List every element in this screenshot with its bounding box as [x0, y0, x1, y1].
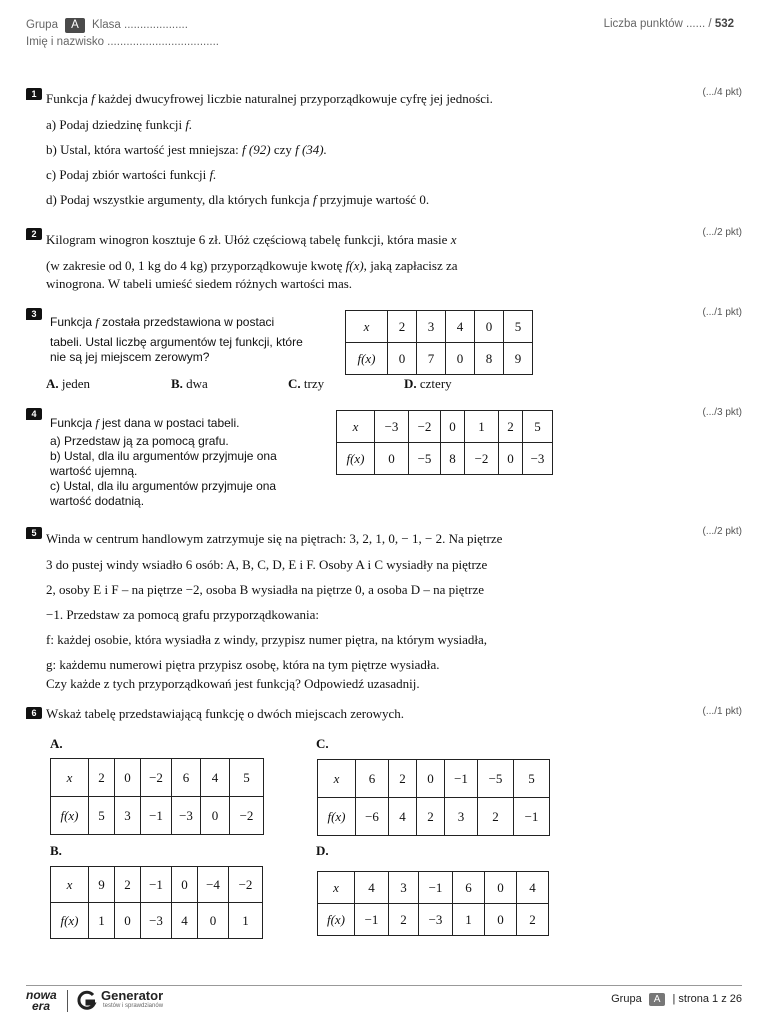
- table-header-x: x: [318, 760, 356, 798]
- table-row: [51, 797, 264, 835]
- question-3-line2: tabeli. Ustal liczbę argumentów tej funkcji, które: [50, 335, 303, 349]
- question-5-line2: 3 do pustej windy wsiadło 6 osób: A, B, C, D, E i F. Osoby A i C wysiadły na piętrze: [46, 557, 488, 572]
- table-cell: 4: [172, 903, 198, 939]
- table-cell: 0: [417, 760, 445, 798]
- question-1-a: a) Podaj dziedzinę funkcji f.: [46, 117, 193, 132]
- table-header-fx: f(x): [51, 797, 89, 835]
- question-number-6: 6: [26, 707, 42, 719]
- question-number-2: 2: [26, 228, 42, 240]
- question-2-line2: (w zakresie od 0, 1 kg do 4 kg) przyporządkowuje kwotę f(x), jaką zapłacisz za: [46, 258, 458, 273]
- question-number-1: 1: [26, 88, 42, 100]
- question-1-points: (.../4 pkt): [702, 87, 742, 98]
- table-row: [318, 872, 549, 904]
- table-cell: 2: [115, 867, 141, 903]
- table-header-x: x: [346, 311, 388, 343]
- table-row: [346, 343, 533, 375]
- table-cell: 2: [89, 759, 115, 797]
- table-cell: 0: [485, 904, 517, 936]
- answer-option-a: A. jeden: [46, 376, 91, 391]
- student-name-field: Imię i nazwisko ...................................: [26, 36, 219, 48]
- question-3-function-table: [345, 310, 533, 375]
- class-label: Klasa ....................: [92, 19, 188, 31]
- table-cell: −5: [409, 443, 441, 475]
- group-label: Grupa: [26, 19, 58, 31]
- table-row: [318, 904, 549, 936]
- table-cell: 5: [523, 411, 553, 443]
- answer-option-d: D. cztery: [404, 376, 452, 391]
- table-cell: 5: [504, 311, 533, 343]
- table-cell: 0: [499, 443, 523, 475]
- table-cell: 9: [504, 343, 533, 375]
- option-c-table: [317, 759, 550, 836]
- table-cell: 2: [389, 760, 417, 798]
- header-group: [26, 18, 188, 33]
- table-cell: −2: [229, 867, 263, 903]
- question-5-line4: −1. Przedstaw za pomocą grafu przyporządkowania:: [46, 607, 319, 622]
- table-header-fx: f(x): [51, 903, 89, 939]
- table-cell: 3: [445, 798, 478, 836]
- table-cell: −3: [419, 904, 453, 936]
- question-6-points: (.../1 pkt): [702, 706, 742, 717]
- question-5-line6: g: każdemu numerowi piętra przypisz osobę, która na tym piętrze wysiadła.: [46, 657, 440, 672]
- table-cell: 3: [389, 872, 419, 904]
- table-cell: −2: [141, 759, 172, 797]
- question-1-intro: Funkcja f każdej dwucyfrowej liczbie naturalnej przyporządkowuje cyfrę jej jedności.: [46, 91, 493, 106]
- table-row: [51, 867, 263, 903]
- table-cell: −3: [172, 797, 201, 835]
- table-cell: 2: [389, 904, 419, 936]
- table-cell: 4: [201, 759, 230, 797]
- generator-title: Generator: [101, 988, 164, 1003]
- table-cell: 1: [453, 904, 485, 936]
- table-row: [337, 443, 553, 475]
- table-cell: 8: [441, 443, 465, 475]
- table-row: [346, 311, 533, 343]
- table-header-fx: f(x): [318, 798, 356, 836]
- table-row: [318, 798, 550, 836]
- table-cell: 0: [441, 411, 465, 443]
- generator-subtitle: testów i sprawdzianów: [103, 1003, 164, 1009]
- question-1-c: c) Podaj zbiór wartości funkcji f.: [46, 167, 217, 182]
- table-cell: −4: [198, 867, 229, 903]
- table-cell: 9: [89, 867, 115, 903]
- table-cell: 0: [388, 343, 417, 375]
- question-5-line1: Winda w centrum handlowym zatrzymuje się na piętrach: 3, 2, 1, 0, − 1, − 2. Na piętrze: [46, 531, 503, 546]
- question-number-3: 3: [26, 308, 42, 320]
- question-6-text: Wskaż tabelę przedstawiającą funkcję o dwóch miejscach zerowych.: [46, 706, 405, 721]
- table-cell: 0: [115, 903, 141, 939]
- table-cell: −1: [141, 867, 172, 903]
- table-cell: 3: [115, 797, 141, 835]
- option-b-table: [50, 866, 263, 939]
- question-5-line7: Czy każde z tych przyporządkowań jest funkcją? Odpowiedź uzasadnij.: [46, 676, 420, 691]
- table-cell: 0: [485, 872, 517, 904]
- footer-page-info: Grupa A | strona 1 z 26: [611, 993, 742, 1005]
- question-2-line3: winogrona. W tabeli umieść siedem różnych wartości mas.: [46, 276, 353, 291]
- option-a-table: [50, 758, 264, 835]
- nowa-era-logo: nowa era: [26, 988, 57, 1013]
- table-header-x: x: [51, 759, 89, 797]
- question-5-line5: f: każdej osobie, która wysiadła z windy, przypisz numer piętra, na którym wysiadła,: [46, 632, 488, 647]
- table-cell: 1: [89, 903, 115, 939]
- table-b-label: B.: [50, 843, 62, 858]
- footer-divider: [26, 985, 742, 986]
- table-cell: −1: [355, 904, 389, 936]
- table-cell: 0: [172, 867, 198, 903]
- table-cell: −2: [465, 443, 499, 475]
- table-cell: 2: [499, 411, 523, 443]
- table-cell: 0: [201, 797, 230, 835]
- table-a-label: A.: [50, 736, 63, 751]
- table-cell: 0: [446, 343, 475, 375]
- generator-logo-icon: [76, 990, 98, 1017]
- table-cell: 3: [417, 311, 446, 343]
- question-4-c-cont: wartość dodatnią.: [50, 494, 145, 508]
- table-header-x: x: [337, 411, 375, 443]
- question-5-points: (.../2 pkt): [702, 526, 742, 537]
- table-row: [51, 903, 263, 939]
- table-cell: −3: [141, 903, 172, 939]
- table-cell: −1: [445, 760, 478, 798]
- table-cell: 1: [465, 411, 499, 443]
- table-cell: 4: [517, 872, 549, 904]
- table-cell: 4: [355, 872, 389, 904]
- table-row: [337, 411, 553, 443]
- table-cell: −3: [375, 411, 409, 443]
- table-cell: −2: [409, 411, 441, 443]
- question-4-b-cont: wartość ujemną.: [50, 464, 138, 478]
- table-cell: −5: [478, 760, 514, 798]
- table-cell: −1: [514, 798, 550, 836]
- question-2-points: (.../2 pkt): [702, 227, 742, 238]
- table-cell: −2: [230, 797, 264, 835]
- footer-group-badge: A: [649, 993, 666, 1006]
- table-row: [318, 760, 550, 798]
- question-3-line1: Funkcja f została przedstawiona w postaci: [50, 315, 275, 329]
- table-cell: 4: [446, 311, 475, 343]
- question-4-c: c) Ustal, dla ilu argumentów przyjmuje ona: [50, 479, 277, 493]
- table-cell: −6: [356, 798, 389, 836]
- question-4-b: b) Ustal, dla ilu argumentów przyjmuje ona: [50, 449, 277, 463]
- table-cell: 2: [388, 311, 417, 343]
- table-cell: 2: [478, 798, 514, 836]
- table-cell: 6: [453, 872, 485, 904]
- table-cell: 5: [89, 797, 115, 835]
- table-cell: −3: [523, 443, 553, 475]
- question-2-line1: Kilogram winogron kosztuje 6 zł. Ułóż częściową tabelę funkcji, która masie x: [46, 232, 457, 247]
- table-header-fx: f(x): [318, 904, 355, 936]
- table-d-label: D.: [316, 843, 329, 858]
- table-cell: 5: [514, 760, 550, 798]
- table-cell: −1: [419, 872, 453, 904]
- table-cell: 0: [198, 903, 229, 939]
- question-4-line1: Funkcja f jest dana w postaci tabeli.: [50, 416, 240, 430]
- table-cell: 8: [475, 343, 504, 375]
- points-total: 532: [714, 18, 734, 30]
- table-row: [51, 759, 264, 797]
- table-cell: −1: [141, 797, 172, 835]
- question-number-4: 4: [26, 408, 42, 420]
- table-header-x: x: [51, 867, 89, 903]
- question-1-b: b) Ustal, która wartość jest mniejsza: f (92) czy f (34).: [46, 142, 327, 157]
- table-cell: 4: [389, 798, 417, 836]
- group-badge: A: [65, 18, 85, 33]
- table-cell: 0: [375, 443, 409, 475]
- table-cell: 1: [229, 903, 263, 939]
- table-cell: 6: [356, 760, 389, 798]
- question-4-function-table: [336, 410, 553, 475]
- table-cell: 5: [230, 759, 264, 797]
- answer-option-c: C. trzy: [288, 376, 325, 391]
- table-cell: 0: [475, 311, 504, 343]
- question-4-a: a) Przedstaw ją za pomocą grafu.: [50, 434, 229, 448]
- question-3-line3: nie są jej miejscem zerowym?: [50, 350, 210, 364]
- table-c-label: C.: [316, 736, 329, 751]
- question-number-5: 5: [26, 527, 42, 539]
- logo-divider: [67, 990, 68, 1012]
- table-header-fx: f(x): [337, 443, 375, 475]
- question-4-points: (.../3 pkt): [702, 407, 742, 418]
- question-1-d: d) Podaj wszystkie argumenty, dla których funkcja f przyjmuje wartość 0.: [46, 192, 430, 207]
- points-summary: [604, 18, 734, 30]
- table-cell: 7: [417, 343, 446, 375]
- page-counter: | strona 1 z 26: [672, 993, 742, 1005]
- question-5-line3: 2, osoby E i F – na piętrze −2, osoba B wysiadła na piętrze 0, a osoba D – na piętrze: [46, 582, 485, 597]
- table-header-fx: f(x): [346, 343, 388, 375]
- table-cell: 2: [517, 904, 549, 936]
- table-cell: 6: [172, 759, 201, 797]
- table-cell: 0: [115, 759, 141, 797]
- table-cell: 2: [417, 798, 445, 836]
- table-header-x: x: [318, 872, 355, 904]
- points-label: Liczba punktów ...... /: [603, 18, 712, 30]
- option-d-table: [317, 871, 549, 936]
- question-3-points: (.../1 pkt): [702, 307, 742, 318]
- answer-option-b: B. dwa: [171, 376, 208, 391]
